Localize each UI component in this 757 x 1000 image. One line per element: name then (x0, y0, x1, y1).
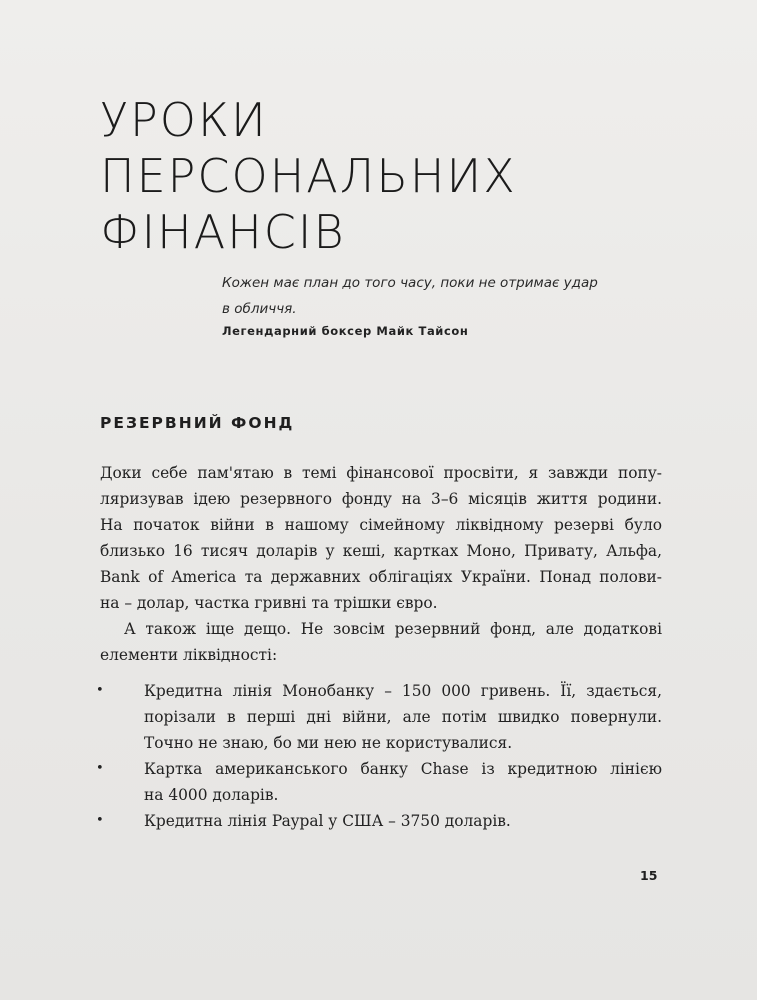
bullet-icon: • (96, 761, 104, 776)
paragraph-1-line: Bank of America та державних облігаціях України. Понад полови- (100, 568, 662, 586)
paragraph-2-line: елементи ліквідності: (100, 646, 278, 664)
bullet-icon: • (96, 683, 104, 698)
section-heading: РЕЗЕРВНИЙ ФОНД (100, 414, 295, 432)
epigraph-quote-line-1: Кожен має план до того часу, поки не отримає удар (222, 275, 598, 291)
list-item (96, 756, 662, 808)
liquidity-list (96, 678, 662, 834)
epigraph (222, 270, 642, 338)
body-text (100, 460, 662, 668)
paragraph-1-line: На початок війни в нашому сімейному ліквідному резерві було (100, 516, 662, 534)
list-item (96, 678, 662, 756)
paragraph-1-line: на – долар, частка гривні та трішки євро. (100, 594, 438, 612)
epigraph-author: Легендарний боксер Майк Тайсон (222, 324, 469, 338)
chapter-title-line-1: УРОКИ (100, 93, 268, 147)
epigraph-quote-line-2: в обличчя. (222, 301, 297, 317)
list-item-line: Кредитна лінія Монобанку – 150 000 гривень. Її, здається, (144, 682, 662, 700)
list-item-line: Точно не знаю, бо ми нею не користувалися. (144, 734, 513, 752)
list-item-line: Кредитна лінія Paypal у США – 3750 доларів. (144, 812, 511, 830)
list-item (96, 808, 662, 834)
chapter-title (100, 92, 700, 260)
paragraph-1-line: ляризував ідею резервного фонду на 3–6 місяців життя родини. (100, 490, 662, 508)
list-item-line: порізали в перші дні війни, але потім швидко повернули. (144, 708, 662, 726)
chapter-title-line-3: ФІНАНСІВ (100, 205, 346, 259)
paragraph-2-line: А також іще дещо. Не зовсім резервний фонд, але додаткові (124, 620, 662, 638)
epigraph-quote (222, 270, 642, 322)
chapter-title-line-2: ПЕРСОНАЛЬНИХ (100, 149, 517, 203)
list-item-line: Картка американського банку Chase із кредитною лінією (144, 760, 662, 778)
bullet-icon: • (96, 813, 104, 828)
paragraph-1-line: близько 16 тисяч доларів у кеші, картках Моно, Привату, Альфа, (100, 542, 662, 560)
list-item-line: на 4000 доларів. (144, 786, 279, 804)
page-number: 15 (640, 868, 658, 883)
paragraph-1-line: Доки себе пам'ятаю в темі фінансової просвіти, я завжди попу- (100, 464, 662, 482)
